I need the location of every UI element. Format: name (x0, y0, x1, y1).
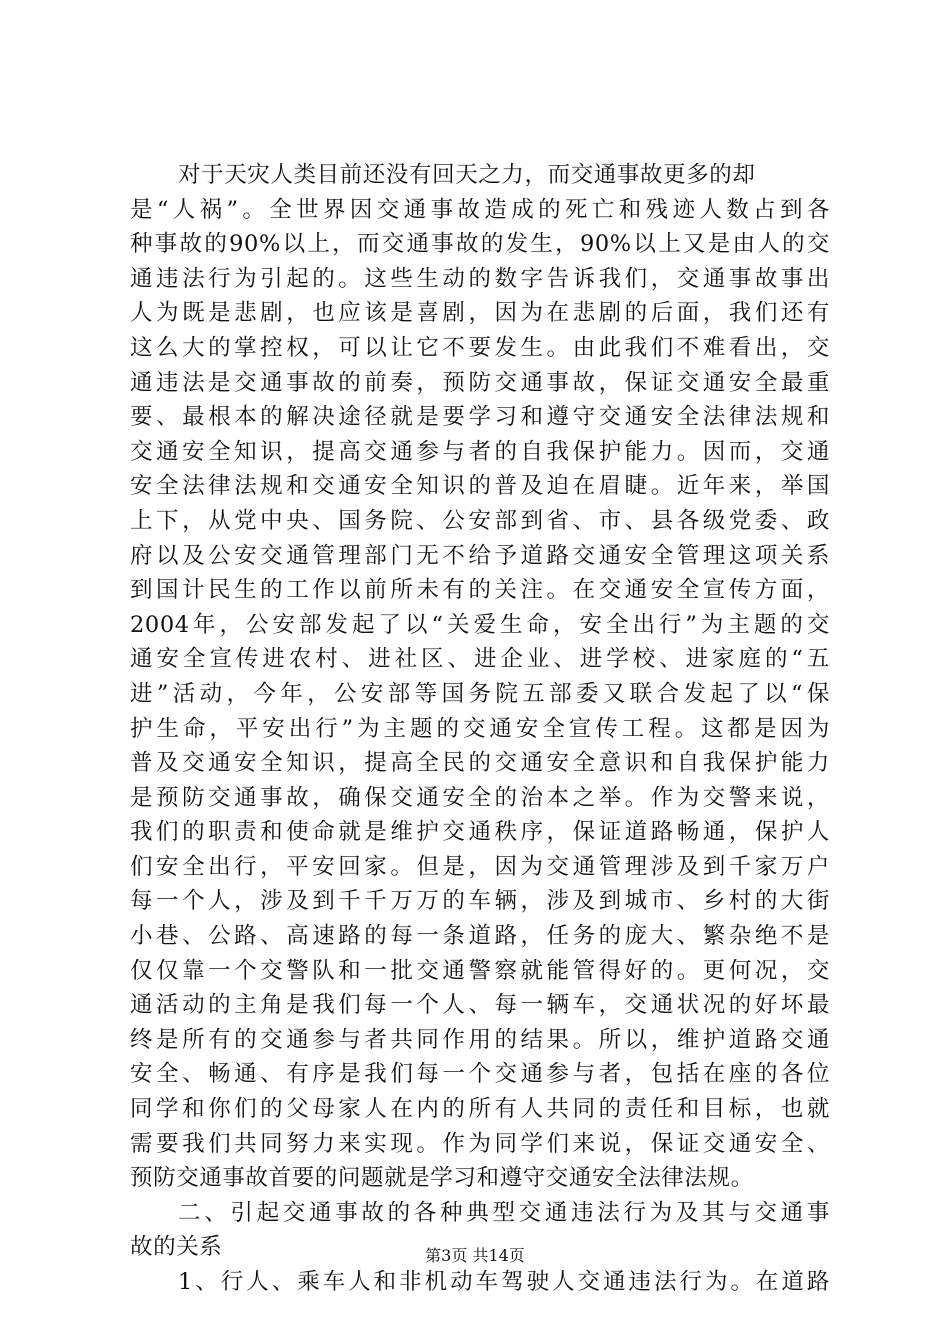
text-line: 终是所有的交通参与者共同作用的结果。所以，维护道路交通 (130, 1026, 830, 1053)
text-line: 通违法行为引起的。这些生动的数字告诉我们，交通事故事出 (130, 265, 830, 292)
section-heading-line: 故的关系 (130, 1234, 223, 1261)
text-line: 们安全出行，平安回家。但是，因为交通管理涉及到千家万户 (130, 853, 830, 880)
text-line: 对于天灾人类目前还没有回天之力，而交通事故更多的却 (178, 162, 756, 188)
text-line: 仅仅靠一个交警队和一批交通警察就能管得好的。更何况，交 (130, 957, 830, 984)
page-footer: 第3页 共14页 (425, 1246, 525, 1265)
text-line: 是“人祸”。全世界因交通事故造成的死亡和残迹人数占到各 (130, 196, 830, 223)
text-line: 1、行人、乘车人和非机动车驾驶人交通违法行为。在道路 (178, 1269, 830, 1295)
text-line: 这么大的掌控权，可以让它不要发生。由此我们不难看出，交 (130, 334, 830, 361)
text-line: 护生命，平安出行”为主题的交通安全宣传工程。这都是因为 (130, 715, 830, 742)
text-line: 小巷、公路、高速路的每一条道路，任务的庞大、繁杂绝不是 (130, 923, 830, 950)
text-line: 种事故的90%以上，而交通事故的发生，90%以上又是由人的交 (130, 231, 830, 258)
text-line: 预防交通事故首要的问题就是学习和遵守交通安全法律法规。 (130, 1165, 754, 1192)
text-line: 进”活动，今年，公安部等国务院五部委又联合发起了以“保 (130, 680, 830, 707)
text-line: 到国计民生的工作以前所未有的关注。在交通安全宣传方面， (130, 577, 830, 604)
text-line: 安全、畅通、有序是我们每一个交通参与者，包括在座的各位 (130, 1061, 830, 1088)
text-line: 通违法是交通事故的前奏，预防交通事故，保证交通安全最重 (130, 369, 830, 396)
text-line: 人为既是悲剧，也应该是喜剧，因为在悲剧的后面，我们还有 (130, 300, 830, 327)
text-line: 通活动的主角是我们每一个人、每一辆车，交通状况的好坏最 (130, 992, 830, 1019)
document-body (130, 158, 830, 1300)
text-line: 府以及公安交通管理部门无不给予道路交通安全管理这项关系 (130, 542, 830, 569)
text-line: 要、最根本的解决途径就是要学习和遵守交通安全法律法规和 (130, 404, 830, 431)
text-line: 安全法律法规和交通安全知识的普及迫在眉睫。近年来，举国 (130, 473, 830, 500)
text-line: 我们的职责和使命就是维护交通秩序，保证道路畅通，保护人 (130, 819, 830, 846)
text-line: 2004年，公安部发起了以“关爱生命，安全出行”为主题的交 (130, 611, 830, 638)
text-line: 普及交通安全知识，提高全民的交通安全意识和自我保护能力 (130, 750, 830, 777)
section-heading-line: 二、引起交通事故的各种典型交通违法行为及其与交通事 (178, 1199, 830, 1226)
text-line: 是预防交通事故，确保交通安全的治本之举。作为交警来说， (130, 784, 830, 811)
text-line: 需要我们共同努力来实现。作为同学们来说，保证交通安全、 (130, 1130, 830, 1157)
text-line: 交通安全知识，提高交通参与者的自我保护能力。因而，交通 (130, 438, 830, 465)
text-line: 上下，从党中央、国务院、公安部到省、市、县各级党委、政 (130, 507, 830, 534)
text-line: 通安全宣传进农村、进社区、进企业、进学校、进家庭的“五 (130, 646, 830, 673)
text-line: 同学和你们的父母家人在内的所有人共同的责任和目标，也就 (130, 1096, 830, 1123)
text-line: 每一个人，涉及到千千万万的车辆，涉及到城市、乡村的大街 (130, 888, 830, 915)
